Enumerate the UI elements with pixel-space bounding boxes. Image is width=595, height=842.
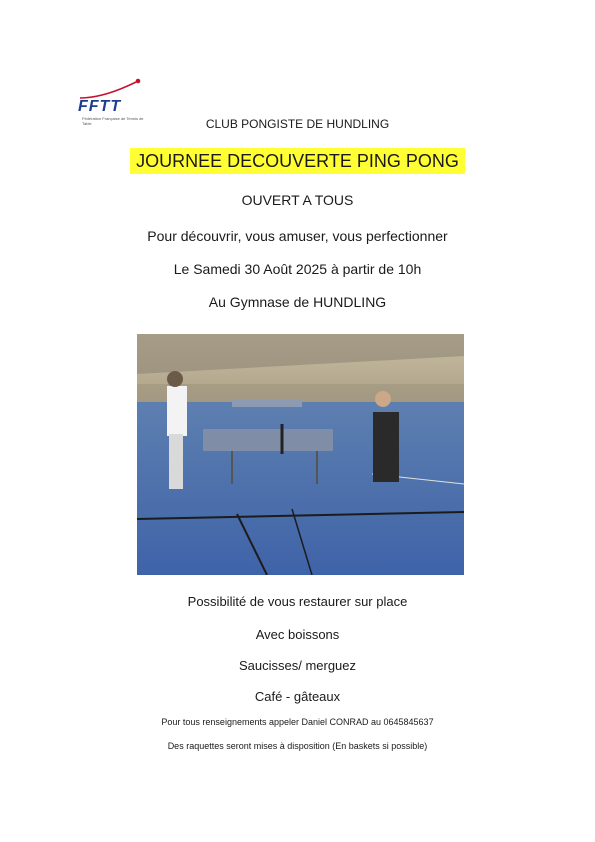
club-name: CLUB PONGISTE DE HUNDLING [205,117,390,131]
gym-photo [137,334,464,575]
drinks-info: Avec boissons [255,627,340,642]
headline-container [0,148,595,174]
event-purpose: Pour découvrir, vous amuser, vous perfectionner [147,228,448,244]
rackets-info: Des raquettes seront mises à disposition (En baskets si possible) [167,741,428,751]
logo-tagline: Fédération Française de Tennis de Table [82,116,144,126]
coffee-cakes-info: Café - gâteaux [254,689,341,704]
event-headline: JOURNEE DECOUVERTE PING PONG [130,148,465,174]
contact-info: Pour tous renseignements appeler Daniel CONRAD au 0645845637 [161,717,434,727]
logo-wordmark: FFTT [78,98,122,115]
event-date: Le Samedi 30 Août 2025 à partir de 10h [173,261,422,277]
open-to-all: OUVERT A TOUS [241,192,354,208]
event-venue: Au Gymnase de HUNDLING [208,294,387,310]
food-info: Possibilité de vous restaurer sur place [187,594,408,609]
sausages-info: Saucisses/ merguez [238,658,357,673]
